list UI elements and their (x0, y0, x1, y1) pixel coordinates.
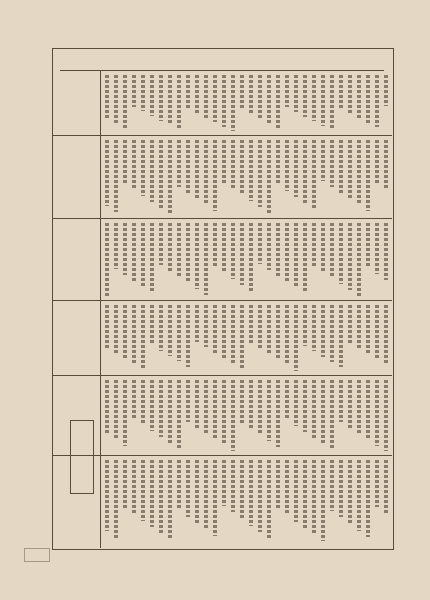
print-line (141, 460, 145, 521)
print-line (150, 140, 154, 202)
print-line (267, 140, 271, 213)
print-line (285, 380, 289, 420)
print-line (267, 75, 271, 124)
print-line (294, 140, 298, 197)
price-stamp (70, 420, 94, 494)
print-line (132, 380, 136, 420)
print-line (312, 223, 316, 266)
print-line (132, 75, 136, 107)
print-line (258, 223, 262, 264)
print-line (366, 380, 370, 440)
print-line (240, 140, 244, 195)
print-line (312, 380, 316, 438)
print-line (348, 305, 352, 343)
print-line (384, 305, 388, 364)
print-line (285, 223, 289, 281)
print-line (141, 75, 145, 111)
print-line (267, 380, 271, 441)
print-line (141, 223, 145, 287)
print-line (249, 223, 253, 291)
print-line (132, 305, 136, 365)
print-line (366, 223, 370, 268)
print-line (231, 460, 235, 512)
print-line (132, 223, 136, 281)
print-line (105, 305, 109, 349)
print-line (258, 305, 262, 349)
print-line (177, 380, 181, 448)
print-line (168, 380, 172, 443)
print-line (258, 140, 262, 207)
print-line (159, 140, 163, 208)
print-line (321, 140, 325, 181)
print-line (195, 305, 199, 342)
print-line (303, 223, 307, 293)
print-line (366, 140, 370, 211)
print-line (204, 460, 208, 530)
print-line (105, 140, 109, 206)
print-line (186, 460, 190, 517)
print-line (123, 380, 127, 446)
print-line (168, 140, 172, 214)
print-line (213, 305, 217, 353)
print-line (366, 460, 370, 537)
print-line (321, 380, 325, 443)
print-line (132, 460, 136, 514)
print-line (312, 305, 316, 351)
print-line (249, 460, 253, 526)
print-line (177, 140, 181, 187)
print-line (213, 140, 217, 211)
print-line (384, 380, 388, 451)
print-line (168, 223, 172, 271)
print-line (339, 380, 343, 422)
print-line (330, 305, 334, 362)
print-line (330, 380, 334, 449)
print-line (150, 75, 154, 116)
print-line (231, 223, 235, 279)
print-line (123, 305, 127, 359)
print-line (222, 460, 226, 506)
print-line (123, 460, 127, 508)
print-line (186, 380, 190, 422)
print-line (348, 223, 352, 290)
print-line (150, 380, 154, 431)
print-line (384, 460, 388, 513)
print-line (375, 380, 379, 446)
print-line (222, 75, 226, 127)
print-line (213, 380, 217, 439)
print-line (159, 380, 163, 437)
print-line (312, 140, 316, 209)
print-line (357, 223, 361, 296)
print-line (294, 305, 298, 371)
print-line (222, 305, 226, 358)
divider-5 (52, 455, 392, 456)
print-line (321, 305, 325, 357)
print-line (285, 460, 289, 515)
print-line (294, 460, 298, 522)
print-line (105, 380, 109, 435)
print-line (321, 75, 325, 126)
page-title (60, 54, 384, 71)
print-line (204, 140, 208, 205)
print-line (375, 75, 379, 127)
print-line (186, 140, 190, 193)
print-line (159, 75, 163, 121)
print-line (141, 140, 145, 196)
print-line (150, 223, 154, 293)
print-line (123, 140, 127, 184)
print-line (276, 380, 280, 447)
print-line (105, 75, 109, 119)
print-line (366, 305, 370, 353)
print-line (321, 460, 325, 541)
divider-1 (52, 135, 392, 136)
print-line (276, 305, 280, 360)
print-line (258, 380, 262, 435)
print-line (177, 75, 181, 130)
print-line (222, 223, 226, 273)
print-line (276, 140, 280, 185)
print-line (330, 460, 334, 511)
print-line (240, 223, 244, 285)
print-line (384, 223, 388, 280)
divider-4 (52, 375, 392, 376)
print-line (204, 305, 208, 347)
divider-3 (52, 300, 392, 301)
print-line (249, 75, 253, 115)
print-line (276, 460, 280, 508)
print-line (168, 460, 172, 540)
print-line (204, 223, 208, 295)
print-line (114, 380, 118, 440)
print-line (303, 380, 307, 432)
print-line (285, 140, 289, 191)
print-line (222, 140, 226, 183)
print-line (267, 223, 271, 270)
print-line (303, 75, 307, 117)
print-line (159, 223, 163, 265)
print-line (240, 380, 244, 424)
print-line (186, 75, 190, 109)
print-line (267, 305, 271, 355)
print-line (348, 380, 352, 428)
print-line (240, 460, 244, 519)
print-line (276, 75, 280, 129)
print-line (195, 75, 199, 113)
print-line (357, 380, 361, 434)
print-line (375, 140, 379, 184)
print-line (186, 305, 190, 367)
print-line (357, 75, 361, 118)
print-line (348, 460, 352, 524)
print-line (177, 305, 181, 361)
print-line (330, 140, 334, 187)
print-line (195, 140, 199, 199)
print-line (357, 305, 361, 348)
print-line (159, 460, 163, 534)
print-line (249, 305, 253, 344)
handwritten-mark (24, 548, 50, 562)
print-line (150, 305, 154, 345)
print-line (177, 223, 181, 277)
print-line (312, 75, 316, 121)
print-line (294, 223, 298, 287)
print-line (285, 305, 289, 365)
print-line (231, 380, 235, 451)
print-line (105, 460, 109, 531)
print-line (195, 460, 199, 523)
print-line (114, 75, 118, 123)
print-line (105, 223, 109, 296)
print-line (258, 75, 262, 119)
divider-2 (52, 218, 392, 219)
print-line (231, 305, 235, 363)
print-line (150, 460, 154, 527)
print-line (321, 223, 325, 272)
print-line (294, 75, 298, 112)
print-line (168, 75, 172, 125)
column-rule (100, 70, 101, 548)
print-line (195, 380, 199, 428)
print-line (132, 140, 136, 190)
print-line (114, 460, 118, 538)
print-line (276, 223, 280, 276)
print-line (384, 140, 388, 190)
print-line (141, 305, 145, 370)
print-line (159, 305, 163, 351)
print-line (168, 305, 172, 356)
print-line (303, 140, 307, 203)
print-line (357, 140, 361, 205)
print-line (123, 75, 127, 128)
print-line (366, 75, 370, 123)
print-line (249, 380, 253, 430)
print-line (231, 75, 235, 131)
print-line (339, 460, 343, 517)
print-line (141, 380, 145, 425)
print-line (213, 223, 217, 267)
print-line (114, 140, 118, 212)
print-line (294, 380, 298, 426)
print-line (123, 223, 127, 275)
print-line (231, 140, 235, 189)
print-line (339, 140, 343, 193)
print-line (114, 223, 118, 269)
print-line (186, 223, 190, 283)
print-line (339, 223, 343, 284)
print-line (249, 140, 253, 201)
print-line (222, 380, 226, 445)
side-note (62, 90, 68, 330)
print-line (258, 460, 262, 532)
print-line (240, 305, 244, 369)
print-line (375, 305, 379, 359)
print-line (303, 460, 307, 528)
print-line (177, 460, 181, 510)
print-line (195, 223, 199, 289)
print-line (213, 75, 217, 122)
print-line (357, 460, 361, 531)
print-line (348, 140, 352, 199)
print-line (204, 380, 208, 433)
print-line (375, 223, 379, 274)
print-line (339, 305, 343, 367)
print-line (312, 460, 316, 535)
print-line (330, 223, 334, 278)
print-line (384, 75, 388, 106)
print-line (240, 75, 244, 110)
print-line (348, 75, 352, 114)
print-line (303, 305, 307, 346)
print-line (339, 75, 343, 109)
print-line (330, 75, 334, 130)
print-line (114, 305, 118, 354)
print-line (375, 460, 379, 507)
print-line (285, 75, 289, 107)
print-line (267, 460, 271, 539)
print-line (213, 460, 217, 536)
print-line (204, 75, 208, 118)
